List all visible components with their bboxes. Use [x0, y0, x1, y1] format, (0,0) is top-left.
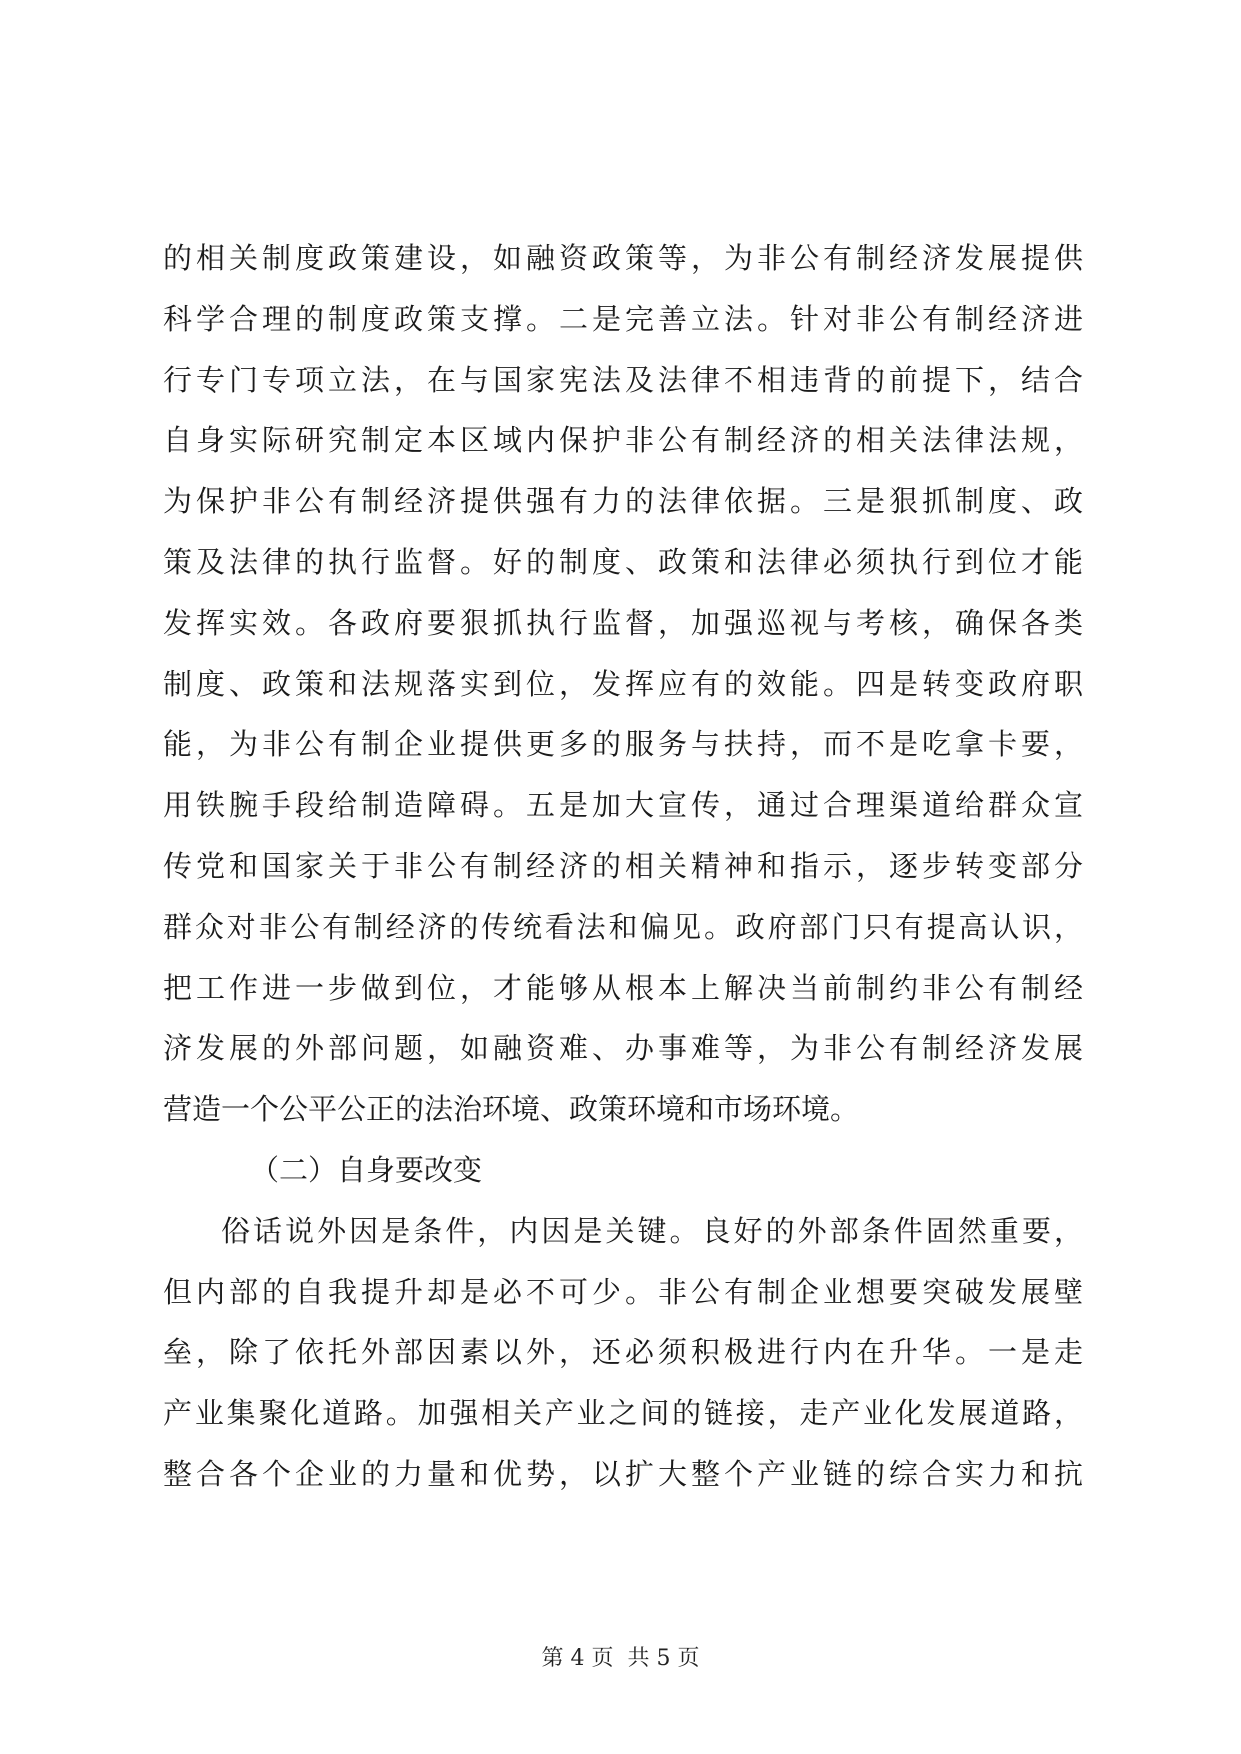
text-line: 行专门专项立法，在与国家宪法及法律不相违背的前提下，结合: [163, 362, 1083, 397]
section-heading: （二）自身要改变: [250, 1152, 483, 1187]
text-line: 济发展的外部问题，如融资难、办事难等，为非公有制经济发展: [163, 1031, 1083, 1066]
text-line: 把工作进一步做到位，才能够从根本上解决当前制约非公有制经: [163, 970, 1083, 1005]
text-line: 俗话说外因是条件，内因是关键。良好的外部条件固然重要，: [221, 1213, 1083, 1248]
text-line: 用铁腕手段给制造障碍。五是加大宣传，通过合理渠道给群众宣: [163, 788, 1083, 823]
text-line: 科学合理的制度政策支撑。二是完善立法。针对非公有制经济进: [163, 301, 1083, 336]
text-line: 传党和国家关于非公有制经济的相关精神和指示，逐步转变部分: [163, 848, 1083, 883]
text-line: 能，为非公有制企业提供更多的服务与扶持，而不是吃拿卡要，: [163, 727, 1083, 762]
text-line: 营造一个公平公正的法治环境、政策环境和市场环境。: [163, 1092, 860, 1127]
text-line: 制度、政策和法规落实到位，发挥应有的效能。四是转变政府职: [163, 666, 1083, 701]
text-line: 但内部的自我提升却是必不可少。非公有制企业想要突破发展壁: [163, 1274, 1083, 1309]
text-line: 垒，除了依托外部因素以外，还必须积极进行内在升华。一是走: [163, 1335, 1083, 1370]
text-line: 自身实际研究制定本区域内保护非公有制经济的相关法律法规，: [163, 423, 1083, 458]
paragraph-government-measures: [163, 228, 1083, 1140]
text-line: 的相关制度政策建设，如融资政策等，为非公有制经济发展提供: [163, 241, 1083, 275]
text-line: 整合各个企业的力量和优势，以扩大整个产业链的综合实力和抗: [163, 1456, 1083, 1491]
text-line: 产业集聚化道路。加强相关产业之间的链接，走产业化发展道路，: [163, 1396, 1083, 1431]
page-footer: 第 4 页 共 5 页: [541, 1646, 700, 1671]
text-line: 群众对非公有制经济的传统看法和偏见。政府部门只有提高认识，: [163, 909, 1083, 944]
text-line: 发挥实效。各政府要狠抓执行监督，加强巡视与考核，确保各类: [163, 605, 1083, 640]
document-body: [163, 228, 1083, 1505]
paragraph-self-change: [163, 1201, 1083, 1505]
text-line: 策及法律的执行监督。好的制度、政策和法律必须执行到位才能: [163, 544, 1083, 579]
text-line: 为保护非公有制经济提供强有力的法律依据。三是狠抓制度、政: [163, 484, 1083, 519]
